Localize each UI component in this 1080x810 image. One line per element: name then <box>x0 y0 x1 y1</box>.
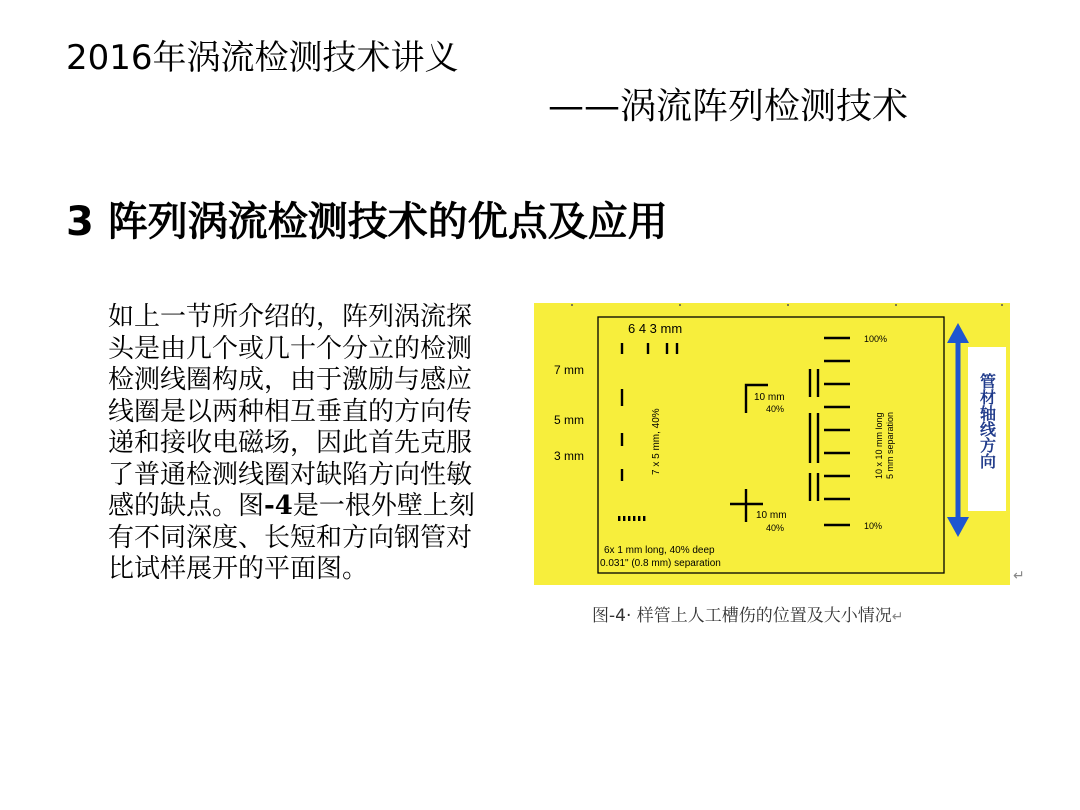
top-edge-ticks <box>571 304 1003 306</box>
label-40-bottom: 40% <box>766 523 785 533</box>
tube-axis-arrow-icon <box>947 323 969 537</box>
body-paragraph <box>108 302 476 586</box>
header-subtitle: ——涡流阵列检测技术 <box>548 86 909 127</box>
label-right-vertical-1: 10 x 10 mm long <box>874 412 884 479</box>
caption-return-mark: ↵ <box>891 609 904 625</box>
label-40-top: 40% <box>766 404 785 414</box>
depth-series-short-slots <box>810 369 818 501</box>
label-643mm: 6 4 3 mm <box>628 321 683 336</box>
dot-defects <box>618 516 645 521</box>
label-5mm: 5 mm <box>554 413 584 427</box>
transverse-slots-top <box>622 343 677 354</box>
label-10mm-top: 10 mm <box>754 392 785 403</box>
paragraph-text-pre: 如上一节所介绍的，阵列涡流探头是由几个或几十个分立的检测检测线圈构成，由于激励与感应线圈是以两种相互垂直的方向传递和接收电磁场，因此首先克服了普通检测线圈对缺陷方向性敏感的缺点。图 <box>108 302 473 521</box>
return-mark: ↵ <box>1013 568 1025 584</box>
section-title: 3 阵列涡流检测技术的优点及应用 <box>66 199 668 245</box>
label-100: 100% <box>864 334 888 344</box>
label-3mm: 3 mm <box>554 449 584 463</box>
figure-diagram <box>534 303 1010 585</box>
axis-label-text: 管材轴线方向 <box>977 373 997 469</box>
label-10mm-bottom: 10 mm <box>756 510 787 521</box>
label-7x5mm: 7 x 5 mm, 40% <box>651 408 662 475</box>
figure-defect-map <box>534 303 1010 585</box>
figure-caption-text: 图-4· 样管上人工槽伤的位置及大小情况 <box>592 606 892 626</box>
label-dots-line1: 6x 1 mm long, 40% deep <box>604 545 715 556</box>
paragraph-figure-ref: -4 <box>264 491 293 521</box>
label-dots-line2: 0.031" (0.8 mm) separation <box>600 558 721 569</box>
depth-series-slots <box>824 338 850 525</box>
label-7mm: 7 mm <box>554 363 584 377</box>
header-title: 2016年涡流检测技术讲义 <box>66 38 459 78</box>
figure-caption <box>592 604 904 629</box>
label-10: 10% <box>864 521 883 531</box>
label-right-vertical-2: 5 mm separation <box>885 411 895 479</box>
paragraph-text-post: 是一根外壁上刻有不同深度、长短和方向钢管对比试样展开的平面图。 <box>108 491 475 584</box>
